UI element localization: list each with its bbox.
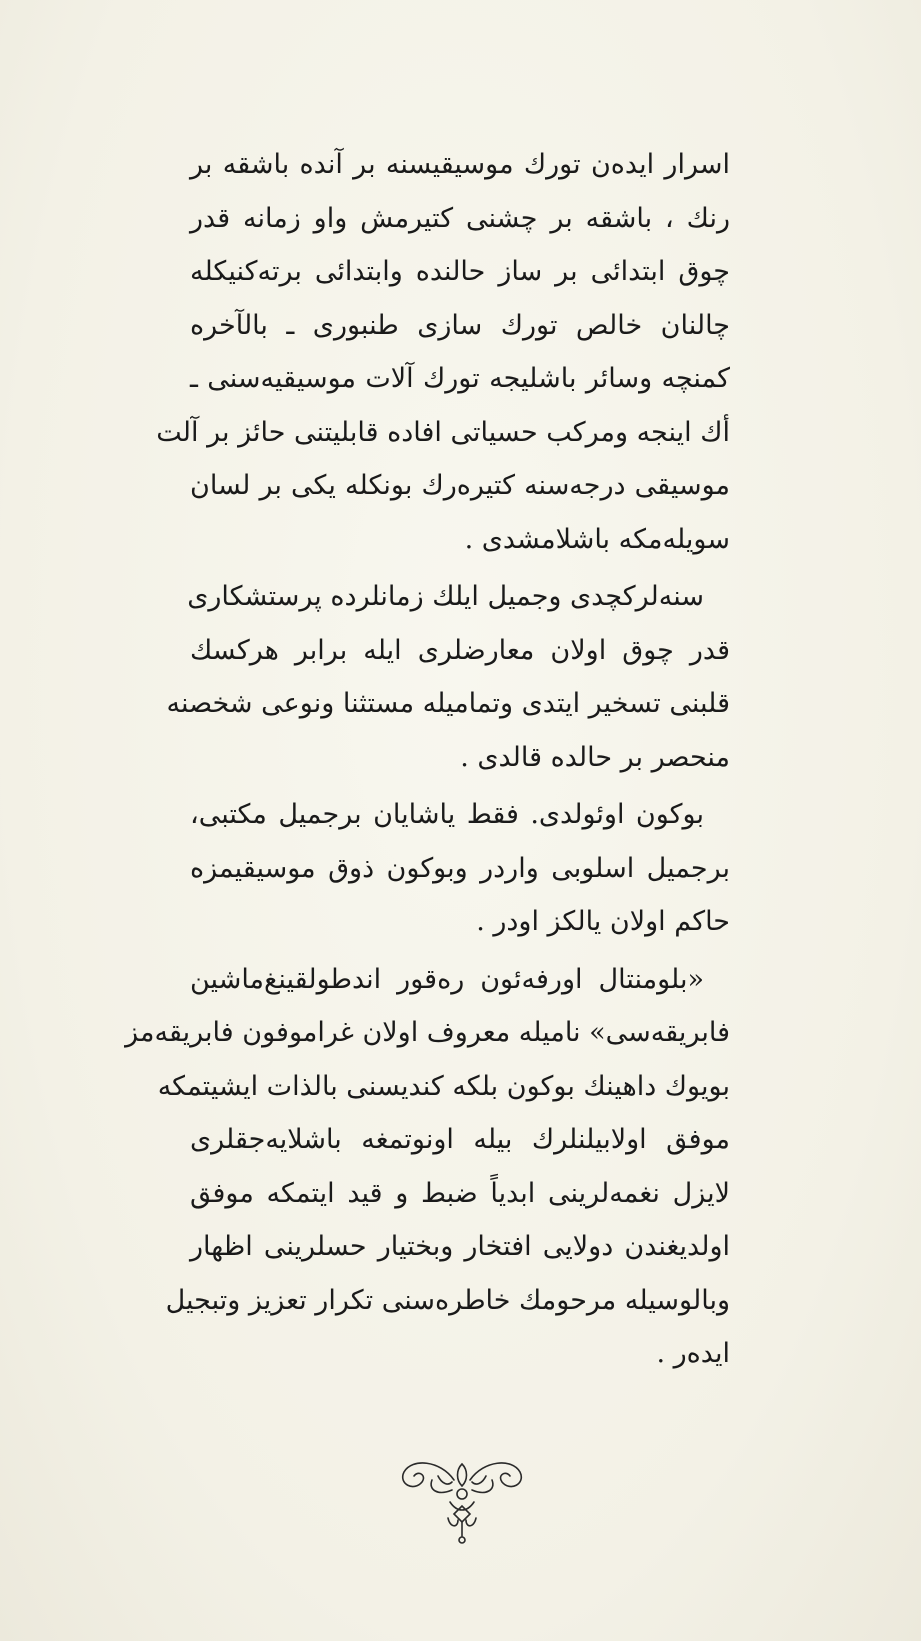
text-line: موسیقی درجه‌سنه کتیره‌رك بونکله یکی بر لسان (190, 470, 730, 501)
text-line: برجمیل اسلوبی واردر وبوکون ذوق موسیقیمزه (190, 852, 730, 884)
text-line: بوکون اوئولدی. فقط یاشایان برجمیل مکتبی، (190, 799, 704, 830)
text-line: لایزل نغمه‌لرینی ابدیاً ضبط و قید ایتمکه موفق (190, 1177, 730, 1209)
text-line: بویوك داهینك بوکون بلکه کندیسنی بالذات ایشیتمکه (157, 1070, 730, 1102)
text-line: أك اینجه ومرکب حسیاتی افاده قابلیتنی حائز بر آلت (156, 416, 730, 448)
paragraph-2 (166, 570, 730, 784)
text-line: منحصر بر حالده قالدی . (460, 741, 730, 773)
text-line: رنك ، باشقه بر چشنی کتیرمش واو زمانه قدر (190, 202, 730, 234)
paragraph-1 (156, 138, 730, 566)
text-line: اسرار ایده‌ن تورك موسیقیسنه بر آنده باشقه بر (190, 149, 730, 180)
text-line: سویله‌مکه باشلامشدی . (464, 523, 730, 555)
text-line: «بلومنتال اورفه‌ئون ره‌قور اندطولقینغ‌ماشین (190, 963, 704, 995)
text-line: موفق اولابیلنلرك بیله اونوتمغه باشلایه‌جقلری (190, 1124, 730, 1155)
text-line: قدر چوق اولان معارضلری ایله برابر هرکسك (190, 634, 730, 666)
text-line: سنه‌لرکچدی وجمیل ایلك زمانلرده پرستشکاری (187, 581, 704, 612)
paragraph-4 (125, 953, 730, 1381)
text-line: چوق ابتدائی بر ساز حالنده وابتدائی برته‌کنیکله (190, 256, 730, 287)
text-line: اولدیغندن دولایی افتخار وبختیار حسلرینی اظهار (190, 1231, 730, 1262)
text-line: وبالوسیله مرحومك خاطره‌سنی تکرار تعزیز وتبجیل (165, 1284, 730, 1316)
text-line: فابریقه‌سی» نامیله معروف اولان غراموفون فابریقه‌مز (125, 1017, 730, 1048)
text-line: حاکم اولان یالکز اودر . (476, 906, 730, 937)
text-line: چالنان خالص تورك سازی طنبوری ـ بالآخره (190, 309, 730, 341)
text-line: قلبنی تسخیر ایتدی وتمامیله مستثنا ونوعی شخصنه (166, 688, 730, 719)
text-line: ایده‌ر . (656, 1338, 730, 1369)
text-line: کمنچه وسائر باشلیجه تورك آلات موسیقیه‌سنی ـ (190, 363, 730, 394)
text-body (125, 138, 730, 1385)
floral-flourish-icon (392, 1450, 532, 1550)
paragraph-3 (190, 788, 730, 949)
